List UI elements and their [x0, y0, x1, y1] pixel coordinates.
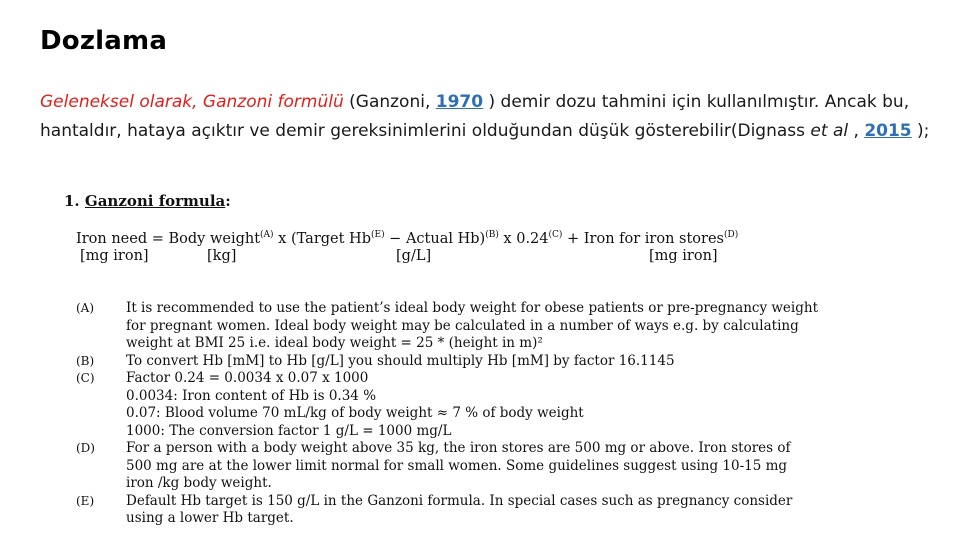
footnote-a — [76, 300, 856, 353]
unit-iron-need: [mg iron] — [80, 248, 149, 264]
intro-et-al: et al — [810, 121, 849, 141]
ganzoni-formula-figure — [62, 192, 862, 526]
intro-paragraph — [40, 88, 930, 146]
footnote-b — [76, 353, 856, 371]
footnotes — [76, 300, 856, 528]
footnote-line: weight at BMI 25 i.e. ideal body weight = 25 * (height in m)² — [126, 335, 543, 351]
figure-heading-colon: : — [225, 192, 231, 210]
intro-text-1: (Ganzoni, — [343, 92, 436, 112]
footnote-key: (E) — [76, 493, 95, 508]
footnote-line: 0.07: Blood volume 70 mL/kg of body weight ≈ 7 % of body weight — [126, 405, 584, 421]
eq-part-4: x 0.24 — [498, 231, 549, 247]
footnote-line: 500 mg are at the lower limit normal for small women. Some guidelines suggest using 10-15 mg — [126, 457, 788, 474]
unit-hb: [g/L] — [396, 248, 432, 264]
intro-text-3: , — [848, 121, 865, 141]
eq-part-1: Iron need = Body weight — [76, 231, 261, 247]
citation-link-1970[interactable]: 1970 — [435, 92, 484, 112]
figure-number: 1. — [64, 192, 80, 210]
footnote-line: 1000: The conversion factor 1 g/L = 1000 mg/L — [126, 422, 452, 439]
intro-highlight: Geleneksel olarak, Ganzoni formülü — [40, 92, 344, 112]
footnote-line: It is recommended to use the patient’s ideal body weight for obese patients or pre-pregnancy weight — [126, 300, 819, 316]
footnote-d — [76, 440, 856, 493]
footnote-line: Factor 0.24 = 0.0034 x 0.07 x 1000 — [126, 370, 369, 386]
footnote-line: Default Hb target is 150 g/L in the Ganzoni formula. In special cases such as pregnancy consider — [126, 492, 793, 509]
citation-link-2015[interactable]: 2015 — [864, 121, 912, 141]
footnote-key: (C) — [76, 371, 95, 385]
footnote-line: For a person with a body weight above 35 kg, the iron stores are 500 mg or above. Iron stores of — [126, 440, 791, 456]
footnote-key: (B) — [76, 353, 95, 368]
figure-heading-title: Ganzoni formula — [84, 192, 226, 210]
footnote-key: (A) — [76, 301, 95, 315]
footnote-e — [76, 493, 856, 528]
footnote-c — [76, 370, 856, 440]
eq-sup-c: (C) — [548, 230, 563, 240]
eq-part-3: − Actual Hb) — [384, 231, 486, 247]
footnote-line: using a lower Hb target. — [126, 510, 294, 526]
unit-iron-stores: [mg iron] — [649, 248, 718, 264]
unit-body-weight: [kg] — [207, 248, 237, 264]
eq-part-5: + Iron for iron stores — [562, 231, 724, 247]
eq-sup-a: (A) — [260, 230, 274, 240]
footnote-key: (D) — [76, 441, 95, 455]
footnote-line: 0.0034: Iron content of Hb is 0.34 % — [126, 387, 377, 404]
intro-text-2: ) demir dozu tahmini için kullanılmıştır. Ancak bu, hantaldır, hataya açıktır ve demir gereksinimlerini olduğundan düşük gösterebilir(Dignass — [40, 92, 910, 141]
eq-part-2: x (Target Hb — [273, 231, 371, 247]
footnote-line: iron /kg body weight. — [126, 475, 272, 491]
eq-sup-d: (D) — [723, 230, 739, 240]
eq-sup-e: (E) — [370, 230, 385, 240]
ganzoni-equation — [76, 230, 738, 247]
footnote-line: To convert Hb [mM] to Hb [g/L] you should multiply Hb [mM] by factor 16.1145 — [126, 352, 675, 369]
footnote-line: for pregnant women. Ideal body weight may be calculated in a number of ways e.g. by calculating — [126, 317, 799, 334]
eq-sup-b: (B) — [485, 230, 499, 240]
slide-title: Dozlama — [40, 26, 168, 56]
intro-text-4: ); — [911, 121, 930, 141]
figure-heading — [64, 192, 231, 210]
